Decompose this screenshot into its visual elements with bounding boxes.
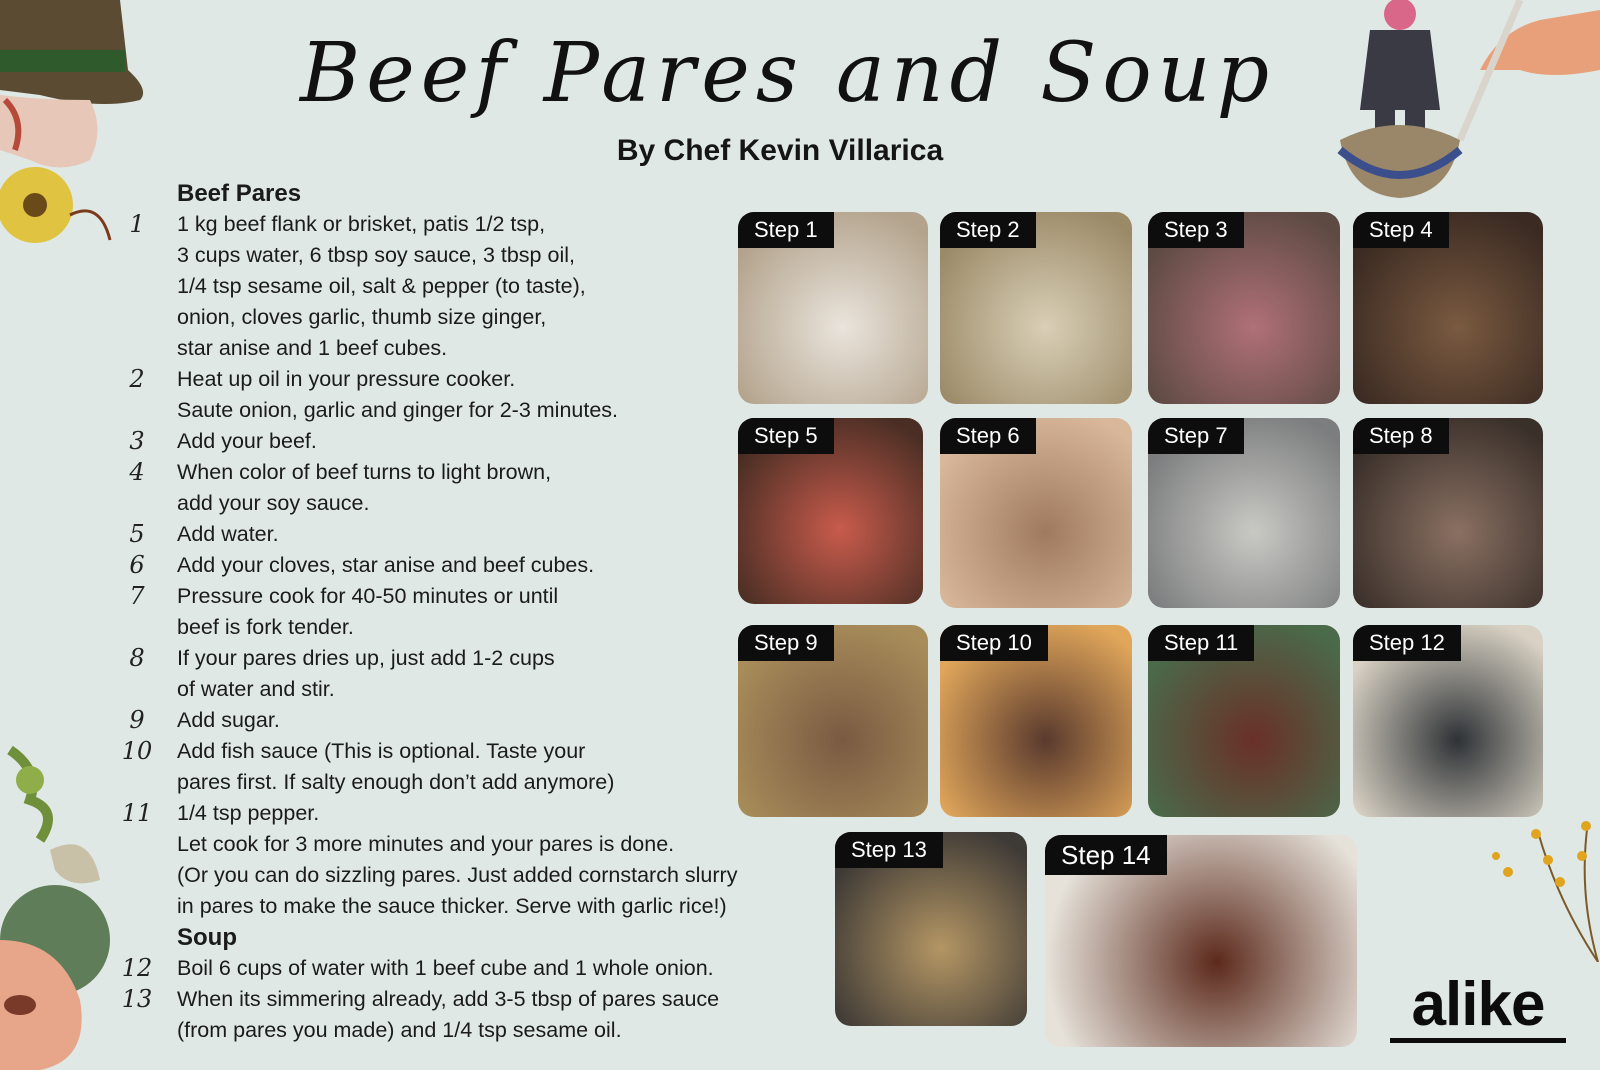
step-text: Saute onion, garlic and ginger for 2-3 minutes.: [177, 398, 619, 422]
step-text: When color of beef turns to light brown,: [177, 460, 552, 484]
pares-step-line: [120, 395, 840, 426]
step-photo-8: [1353, 418, 1543, 608]
step-text: Add water.: [177, 522, 279, 546]
step-text: Let cook for 3 more minutes and your pares is done.: [177, 832, 675, 856]
pares-step-line: [120, 767, 840, 798]
step-number: 3: [129, 427, 145, 455]
pares-step-line: [120, 271, 840, 302]
soup-step-line: [120, 1015, 840, 1046]
step-label: Step 1: [738, 212, 834, 248]
step-text: 1/4 tsp sesame oil, salt & pepper (to taste),: [177, 274, 586, 298]
step-photo-14: [1045, 835, 1357, 1047]
pares-step-line: [120, 581, 840, 612]
step-label: Step 6: [940, 418, 1036, 454]
step-label: Step 4: [1353, 212, 1449, 248]
pares-step-line: [120, 860, 840, 891]
step-label: Step 14: [1045, 835, 1167, 875]
step-number: 9: [129, 706, 145, 734]
step-number: 6: [129, 551, 145, 579]
step-text: Boil 6 cups of water with 1 beef cube and 1 whole onion.: [177, 956, 714, 980]
step-text: Add your beef.: [177, 429, 317, 453]
step-label: Step 8: [1353, 418, 1449, 454]
step-label: Step 12: [1353, 625, 1461, 661]
step-number: 2: [129, 365, 145, 393]
step-photo-5: [738, 418, 923, 604]
step-number: 11: [121, 799, 153, 827]
pares-step-line: [120, 891, 840, 922]
step-photo-12: [1353, 625, 1543, 817]
recipe-instructions: [120, 178, 840, 1046]
soup-step-line: [120, 984, 840, 1015]
step-number: 7: [129, 582, 145, 610]
step-text: If your pares dries up, just add 1-2 cups: [177, 646, 555, 670]
pares-step-line: [120, 736, 840, 767]
step-photo-10: [940, 625, 1132, 817]
pares-step-line: [120, 457, 840, 488]
step-number: 1: [129, 210, 145, 238]
step-text: pares first. If salty enough don’t add anymore): [177, 770, 615, 794]
soup-steps-list: [120, 953, 840, 1046]
pares-step-line: [120, 612, 840, 643]
step-number: 12: [121, 954, 153, 982]
step-text: of water and stir.: [177, 677, 335, 701]
section-heading-beef-pares: Beef Pares: [177, 180, 302, 207]
chef-byline: By Chef Kevin Villarica: [616, 134, 944, 167]
brand-logo: alike: [1390, 972, 1566, 1043]
step-text: add your soy sauce.: [177, 491, 370, 515]
step-number: 10: [121, 737, 153, 765]
pares-step-line: [120, 333, 840, 364]
section-heading-soup: Soup: [177, 924, 237, 951]
pares-step-line: [120, 798, 840, 829]
step-text: (from pares you made) and 1/4 tsp sesame oil.: [177, 1018, 622, 1042]
step-number: 5: [129, 520, 145, 548]
step-label: Step 3: [1148, 212, 1244, 248]
pares-step-line: [120, 302, 840, 333]
step-text: Add fish sauce (This is optional. Taste your: [177, 739, 586, 763]
pares-step-line: [120, 240, 840, 271]
step-photo-6: [940, 418, 1132, 608]
step-text: onion, cloves garlic, thumb size ginger,: [177, 305, 547, 329]
step-label: Step 13: [835, 832, 943, 868]
step-text: Pressure cook for 40-50 minutes or until: [177, 584, 559, 608]
pares-step-line: [120, 519, 840, 550]
collage-nature-face-illustration: [0, 740, 130, 1070]
step-number: 8: [129, 644, 145, 672]
step-text: beef is fork tender.: [177, 615, 354, 639]
step-photo-1: [738, 212, 928, 404]
step-label: Step 9: [738, 625, 834, 661]
step-label: Step 2: [940, 212, 1036, 248]
step-photo-9: [738, 625, 928, 817]
step-text: (Or you can do sizzling pares. Just added cornstarch slurry: [177, 863, 738, 887]
step-photo-3: [1148, 212, 1340, 404]
step-text: Heat up oil in your pressure cooker.: [177, 367, 516, 391]
step-photo-2: [940, 212, 1132, 404]
step-label: Step 7: [1148, 418, 1244, 454]
step-photo-7: [1148, 418, 1340, 608]
step-label: Step 10: [940, 625, 1048, 661]
step-number: 4: [129, 458, 145, 486]
collage-man-on-bowl-illustration: [1330, 0, 1600, 200]
pares-step-line: [120, 643, 840, 674]
step-text: When its simmering already, add 3-5 tbsp of pares sauce: [177, 987, 720, 1011]
pares-steps-list: [120, 209, 840, 922]
step-text: 1/4 tsp pepper.: [177, 801, 320, 825]
pares-step-line: [120, 705, 840, 736]
pares-step-line: [120, 550, 840, 581]
collage-dried-flowers-illustration: [1478, 812, 1600, 962]
pares-step-line: [120, 426, 840, 457]
step-label: Step 5: [738, 418, 834, 454]
pares-step-line: [120, 488, 840, 519]
step-photo-11: [1148, 625, 1340, 817]
step-text: Add your cloves, star anise and beef cubes.: [177, 553, 595, 577]
pares-step-line: [120, 829, 840, 860]
step-text: Add sugar.: [177, 708, 280, 732]
step-text: star anise and 1 beef cubes.: [177, 336, 448, 360]
page-title: Beef Pares and Soup: [300, 26, 1276, 121]
step-photo-13: [835, 832, 1027, 1026]
step-label: Step 11: [1148, 625, 1254, 661]
step-number: 13: [121, 985, 153, 1013]
pares-step-line: [120, 674, 840, 705]
step-text: 1 kg beef flank or brisket, patis 1/2 tsp,: [177, 212, 546, 236]
pares-step-line: [120, 209, 840, 240]
step-text: 3 cups water, 6 tbsp soy sauce, 3 tbsp oil,: [177, 243, 575, 267]
pares-step-line: [120, 364, 840, 395]
soup-step-line: [120, 953, 840, 984]
step-photo-4: [1353, 212, 1543, 404]
step-text: in pares to make the sauce thicker. Serve with garlic rice!): [177, 894, 727, 918]
